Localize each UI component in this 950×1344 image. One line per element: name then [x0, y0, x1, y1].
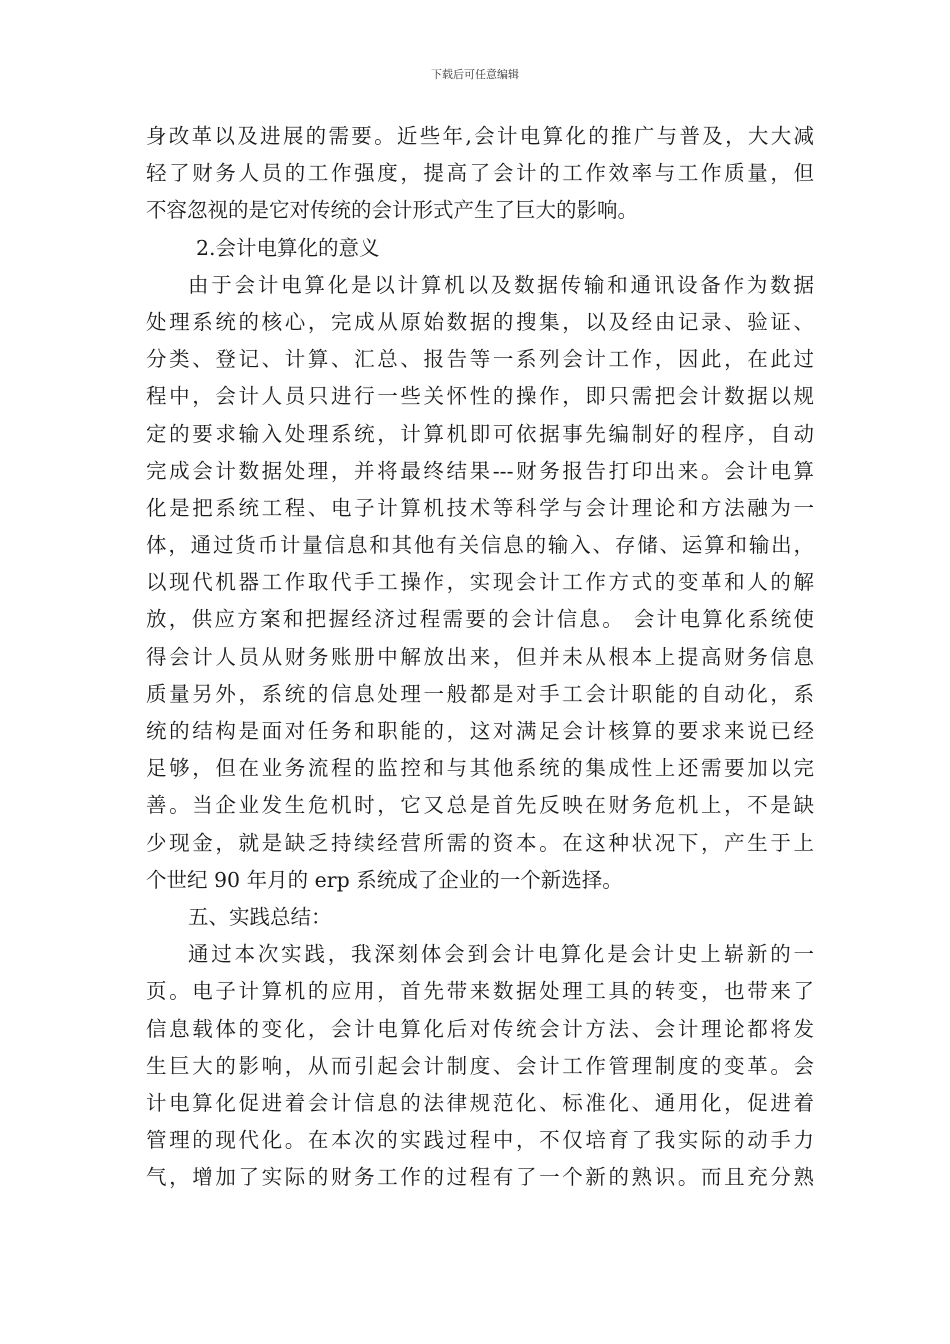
text-line: 轻了财务人员的工作强度，提高了会计的工作效率与工作质量，但: [146, 161, 814, 186]
text-line: 体，通过货币计量信息和其他有关信息的输入、存储、运算和输出，: [146, 533, 814, 558]
text-line: 计电算化促进着会计信息的法律规范化、标准化、通用化，促进着: [146, 1090, 814, 1115]
text-line: 程中，会计人员只进行一些关怀性的操作，即只需把会计数据以规: [146, 384, 814, 409]
text-line: 得会计人员从财务账册中解放出来，但并未从根本上提高财务信息: [146, 644, 814, 669]
text-line: 页。电子计算机的应用，首先带来数据处理工具的转变，也带来了: [146, 979, 814, 1004]
text-line: 生巨大的影响，从而引起会计制度、会计工作管理制度的变革。会: [146, 1053, 814, 1078]
text-line: 分类、登记、计算、汇总、报告等一系列会计工作，因此，在此过: [146, 347, 814, 372]
text-line: 统的结构是面对任务和职能的，这对满足会计核算的要求来说已经: [146, 719, 814, 743]
text-line: 以现代机器工作取代手工操作，实现会计工作方式的变革和人的解: [146, 570, 814, 595]
text-line: 五、实践总结：: [188, 904, 332, 929]
text-line: 管理的现代化。在本次的实践过程中，不仅培育了我实际的动手力: [146, 1128, 814, 1153]
page-header-note: 下载后可任意编辑: [431, 68, 519, 81]
text-line: 定的要求输入处理系统，计算机即可依据事先编制好的程序，自动: [146, 421, 814, 446]
text-line: 气，增加了实际的财务工作的过程有了一个新的熟识。而且充分熟: [146, 1165, 814, 1190]
text-line: 通过本次实践，我深刻体会到会计电算化是会计史上崭新的一: [188, 942, 814, 967]
text-line: 处理系统的核心，完成从原始数据的搜集，以及经由记录、验证、: [146, 309, 814, 334]
text-line: 化是把系统工程、电子计算机技术等科学与会计理论和方法融为一: [146, 495, 814, 520]
document-body: [146, 118, 814, 1196]
text-line: 身改革以及进展的需要。近些年,会计电算化的推广与普及，大大减: [146, 124, 814, 148]
text-line: 信息载体的变化，会计电算化后对传统会计方法、会计理论都将发: [146, 1016, 814, 1041]
text-line: 善。当企业发生危机时，它又总是首先反映在财务危机上，不是缺: [146, 793, 814, 818]
text-line: 完成会计数据处理，并将最终结果---财务报告打印出来。会计电算: [146, 458, 814, 483]
text-line: 质量另外，系统的信息处理一般都是对手工会计职能的自动化，系: [146, 681, 814, 706]
text-line: 2.会计电算化的意义: [196, 235, 380, 260]
text-line: 少现金，就是缺乏持续经营所需的资本。在这种状况下，产生于上: [146, 830, 814, 855]
text-line: 放，供应方案和把握经济过程需要的会计信息。 会计电算化系统使: [146, 607, 814, 632]
text-line: 足够，但在业务流程的监控和与其他系统的集成性上还需要加以完: [146, 756, 814, 781]
text-line: 由于会计电算化是以计算机以及数据传输和通讯设备作为数据: [188, 272, 814, 297]
text-line: 个世纪 90 年月的 erp 系统成了企业的一个新选择。: [146, 867, 623, 892]
text-line: 不容忽视的是它对传统的会计形式产生了巨大的影响。: [146, 198, 638, 223]
